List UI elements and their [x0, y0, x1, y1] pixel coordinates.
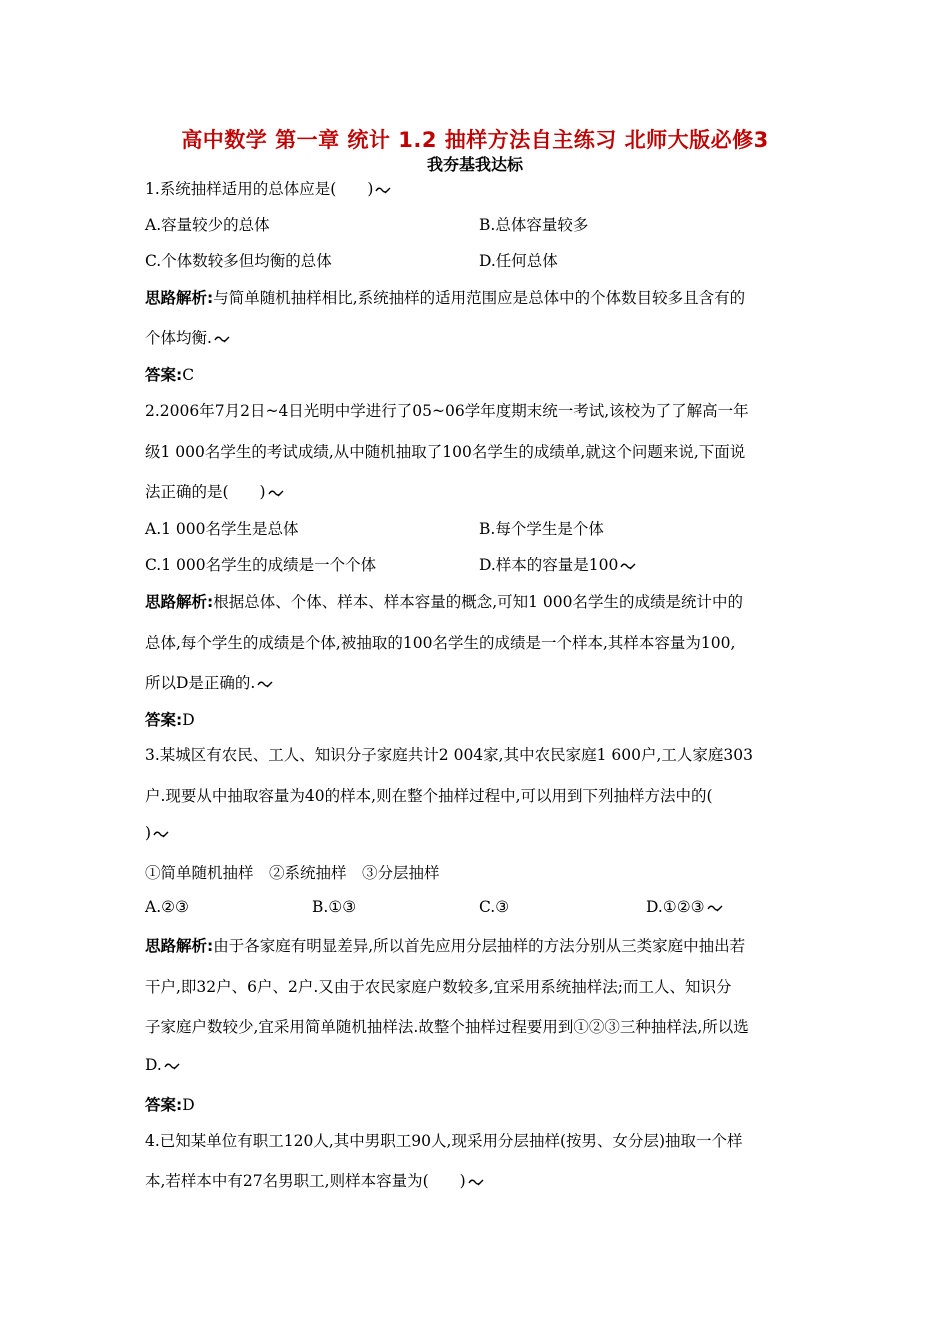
- q2-option-a: A.1 000名学生是总体: [145, 520, 299, 538]
- q2-stem-line-1: 2.2006年7月2日~4日光明中学进行了05~06学年度期末统一考试,该校为了了解高一年: [145, 402, 749, 420]
- q3-stem-line-2: 户.现要从中抽取容量为40的样本,则在整个抽样过程中,可以用到下列抽样方法中的(: [145, 787, 713, 805]
- q1-option-b: B.总体容量较多: [479, 216, 589, 234]
- q3-analysis-line-4: D.: [145, 1056, 180, 1074]
- q1-option-d: D.任何总体: [479, 252, 558, 270]
- q1-option-a: A.容量较少的总体: [145, 216, 270, 234]
- q3-option-a: A.②③: [145, 898, 189, 916]
- q1-stem: 1.系统抽样适用的总体应是( ): [145, 177, 391, 199]
- scribble-mark-icon: [468, 1177, 484, 1187]
- page-title: 高中数学 第一章 统计 1.2 抽样方法自主练习 北师大版必修3: [181, 128, 769, 152]
- q3-analysis-line-3: 子家庭户数较少,宜采用简单随机抽样法.故整个抽样过程要用到①②③三种抽样法,所以选: [145, 1018, 749, 1036]
- scribble-mark-icon: [707, 903, 723, 913]
- scribble-mark-icon: [164, 1061, 180, 1071]
- q3-methods-list: ①简单随机抽样 ②系统抽样 ③分层抽样: [145, 864, 440, 882]
- q2-answer: 答案:D: [145, 711, 195, 729]
- q2-option-c: C.1 000名学生的成绩是一个个体: [145, 556, 377, 574]
- q3-option-d: D.①②③: [646, 898, 723, 916]
- q3-answer: 答案:D: [145, 1096, 195, 1114]
- scribble-mark-icon: [620, 561, 636, 571]
- q2-stem-line-2: 级1 000名学生的考试成绩,从中随机抽取了100名学生的成绩单,就这个问题来说,下面说: [145, 443, 746, 461]
- q3-stem-line-1: 3.某城区有农民、工人、知识分子家庭共计2 004家,其中农民家庭1 600户,工人家庭303: [145, 746, 753, 764]
- scribble-mark-icon: [214, 334, 230, 344]
- q1-answer: 答案:C: [145, 366, 195, 384]
- scribble-mark-icon: [268, 488, 284, 498]
- q1-analysis-line-2: 个体均衡.: [145, 326, 230, 348]
- scribble-mark-icon: [375, 185, 391, 195]
- scribble-mark-icon: [153, 829, 169, 839]
- q3-option-c: C.③: [479, 898, 510, 916]
- q2-analysis-line-1: 思路解析:根据总体、个体、样本、样本容量的概念,可知1 000名学生的成绩是统计中的: [145, 593, 744, 611]
- q3-analysis-line-2: 干户,即32户、6户、2户.又由于农民家庭户数较多,宜采用系统抽样法;而工人、知识分: [145, 978, 732, 996]
- q4-stem-line-1: 4.已知某单位有职工120人,其中男职工90人,现采用分层抽样(按男、女分层)抽取一个样: [145, 1132, 743, 1150]
- q2-option-d: D.样本的容量是100: [479, 553, 636, 575]
- section-subtitle: 我夯基我达标: [426, 155, 523, 174]
- q3-stem-line-3: ): [145, 824, 169, 842]
- q2-stem-line-3: 法正确的是( ): [145, 480, 284, 502]
- q2-option-b: B.每个学生是个体: [479, 520, 604, 538]
- q2-analysis-line-2: 总体,每个学生的成绩是个体,被抽取的100名学生的成绩是一个样本,其样本容量为100,: [145, 634, 736, 652]
- q1-option-c: C.个体数较多但均衡的总体: [145, 252, 332, 270]
- q1-analysis-line-1: 思路解析:与简单随机抽样相比,系统抽样的适用范围应是总体中的个体数目较多且含有的: [145, 289, 746, 307]
- q4-stem-line-2: 本,若样本中有27名男职工,则样本容量为( ): [145, 1169, 484, 1191]
- q3-option-b: B.①③: [312, 898, 357, 916]
- q2-analysis-line-3: 所以D是正确的.: [145, 671, 273, 693]
- q3-analysis-line-1: 思路解析:由于各家庭有明显差异,所以首先应用分层抽样的方法分别从三类家庭中抽出若: [145, 937, 746, 955]
- scribble-mark-icon: [257, 679, 273, 689]
